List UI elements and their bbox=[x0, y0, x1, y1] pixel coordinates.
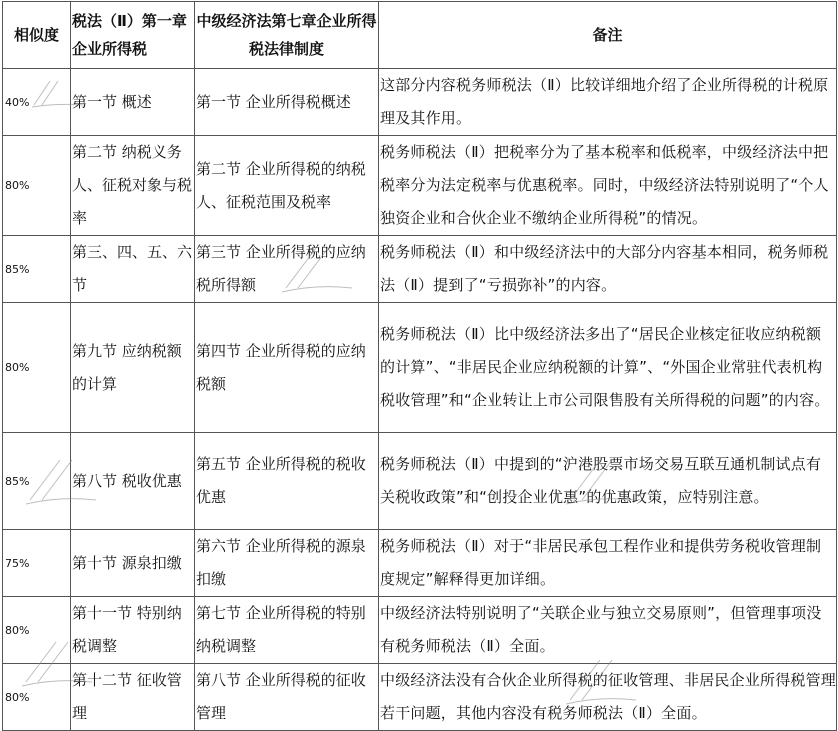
table-row bbox=[3, 597, 837, 664]
tax-law-cell: 第十节 源泉扣缴 bbox=[71, 530, 195, 597]
table-row bbox=[3, 303, 837, 433]
tax-law-cell: 第三、四、五、六节 bbox=[71, 236, 195, 303]
remarks-cell: 中级经济法没有合伙企业所得税的征收管理、非居民企业所得税管理若干问题，其他内容没有税务师税法（Ⅱ）全面。 bbox=[379, 664, 837, 731]
table-row bbox=[3, 664, 837, 731]
similarity-cell: 85% bbox=[3, 236, 71, 303]
economic-law-cell: 第六节 企业所得税的源泉扣缴 bbox=[195, 530, 379, 597]
tax-law-cell: 第八节 税收优惠 bbox=[71, 433, 195, 530]
tax-law-cell: 第十二节 征收管理 bbox=[71, 664, 195, 731]
header-similarity: 相似度 bbox=[3, 2, 71, 69]
economic-law-cell: 第一节 企业所得税概述 bbox=[195, 69, 379, 136]
table-row bbox=[3, 136, 837, 236]
header-row bbox=[3, 2, 837, 69]
economic-law-cell: 第三节 企业所得税的应纳税所得额 bbox=[195, 236, 379, 303]
economic-law-cell: 第二节 企业所得税的纳税人、征税范围及税率 bbox=[195, 136, 379, 236]
similarity-cell: 80% bbox=[3, 597, 71, 664]
economic-law-cell: 第五节 企业所得税的税收优惠 bbox=[195, 433, 379, 530]
similarity-cell: 80% bbox=[3, 136, 71, 236]
similarity-cell: 75% bbox=[3, 530, 71, 597]
remarks-cell: 税务师税法（Ⅱ）对于“非居民承包工程作业和提供劳务税收管理制度规定”解释得更加详细。 bbox=[379, 530, 837, 597]
similarity-cell: 85% bbox=[3, 433, 71, 530]
header-remarks: 备注 bbox=[379, 2, 837, 69]
similarity-cell: 80% bbox=[3, 664, 71, 731]
economic-law-cell: 第四节 企业所得税的应纳税额 bbox=[195, 303, 379, 433]
tax-law-cell: 第二节 纳税义务人、征税对象与税率 bbox=[71, 136, 195, 236]
similarity-cell: 80% bbox=[3, 303, 71, 433]
header-economic-law: 中级经济法第七章企业所得税法律制度 bbox=[195, 2, 379, 69]
remarks-cell: 中级经济法特别说明了“关联企业与独立交易原则”，但管理事项没有税务师税法（Ⅱ）全面。 bbox=[379, 597, 837, 664]
table-row bbox=[3, 69, 837, 136]
remarks-cell: 税务师税法（Ⅱ）和中级经济法中的大部分内容基本相同，税务师税法（Ⅱ）提到了“亏损弥补”的内容。 bbox=[379, 236, 837, 303]
remarks-cell: 税务师税法（Ⅱ）比中级经济法多出了“居民企业核定征收应纳税额的计算”、“非居民企业应纳税额的计算”、“外国企业常驻代表机构税收管理”和“企业转让上市公司限售股有关所得税的问题”的内容。 bbox=[379, 303, 837, 433]
similarity-cell: 40% bbox=[3, 69, 71, 136]
table-row bbox=[3, 433, 837, 530]
tax-law-cell: 第九节 应纳税额的计算 bbox=[71, 303, 195, 433]
economic-law-cell: 第八节 企业所得税的征收管理 bbox=[195, 664, 379, 731]
comparison-table bbox=[2, 1, 837, 731]
remarks-cell: 税务师税法（Ⅱ）中提到的“沪港股票市场交易互联互通机制试点有关税收政策”和“创投企业优惠”的优惠政策，应特别注意。 bbox=[379, 433, 837, 530]
remarks-cell: 这部分内容税务师税法（Ⅱ）比较详细地介绍了企业所得税的计税原理及其作用。 bbox=[379, 69, 837, 136]
tax-law-cell: 第一节 概述 bbox=[71, 69, 195, 136]
table-row bbox=[3, 530, 837, 597]
economic-law-cell: 第七节 企业所得税的特别纳税调整 bbox=[195, 597, 379, 664]
remarks-cell: 税务师税法（Ⅱ）把税率分为了基本税率和低税率，中级经济法中把税率分为法定税率与优惠税率。同时，中级经济法特别说明了“个人独资企业和合伙企业不缴纳企业所得税”的情况。 bbox=[379, 136, 837, 236]
header-tax-law: 税法（Ⅱ）第一章企业所得税 bbox=[71, 2, 195, 69]
table-row bbox=[3, 236, 837, 303]
tax-law-cell: 第十一节 特别纳税调整 bbox=[71, 597, 195, 664]
